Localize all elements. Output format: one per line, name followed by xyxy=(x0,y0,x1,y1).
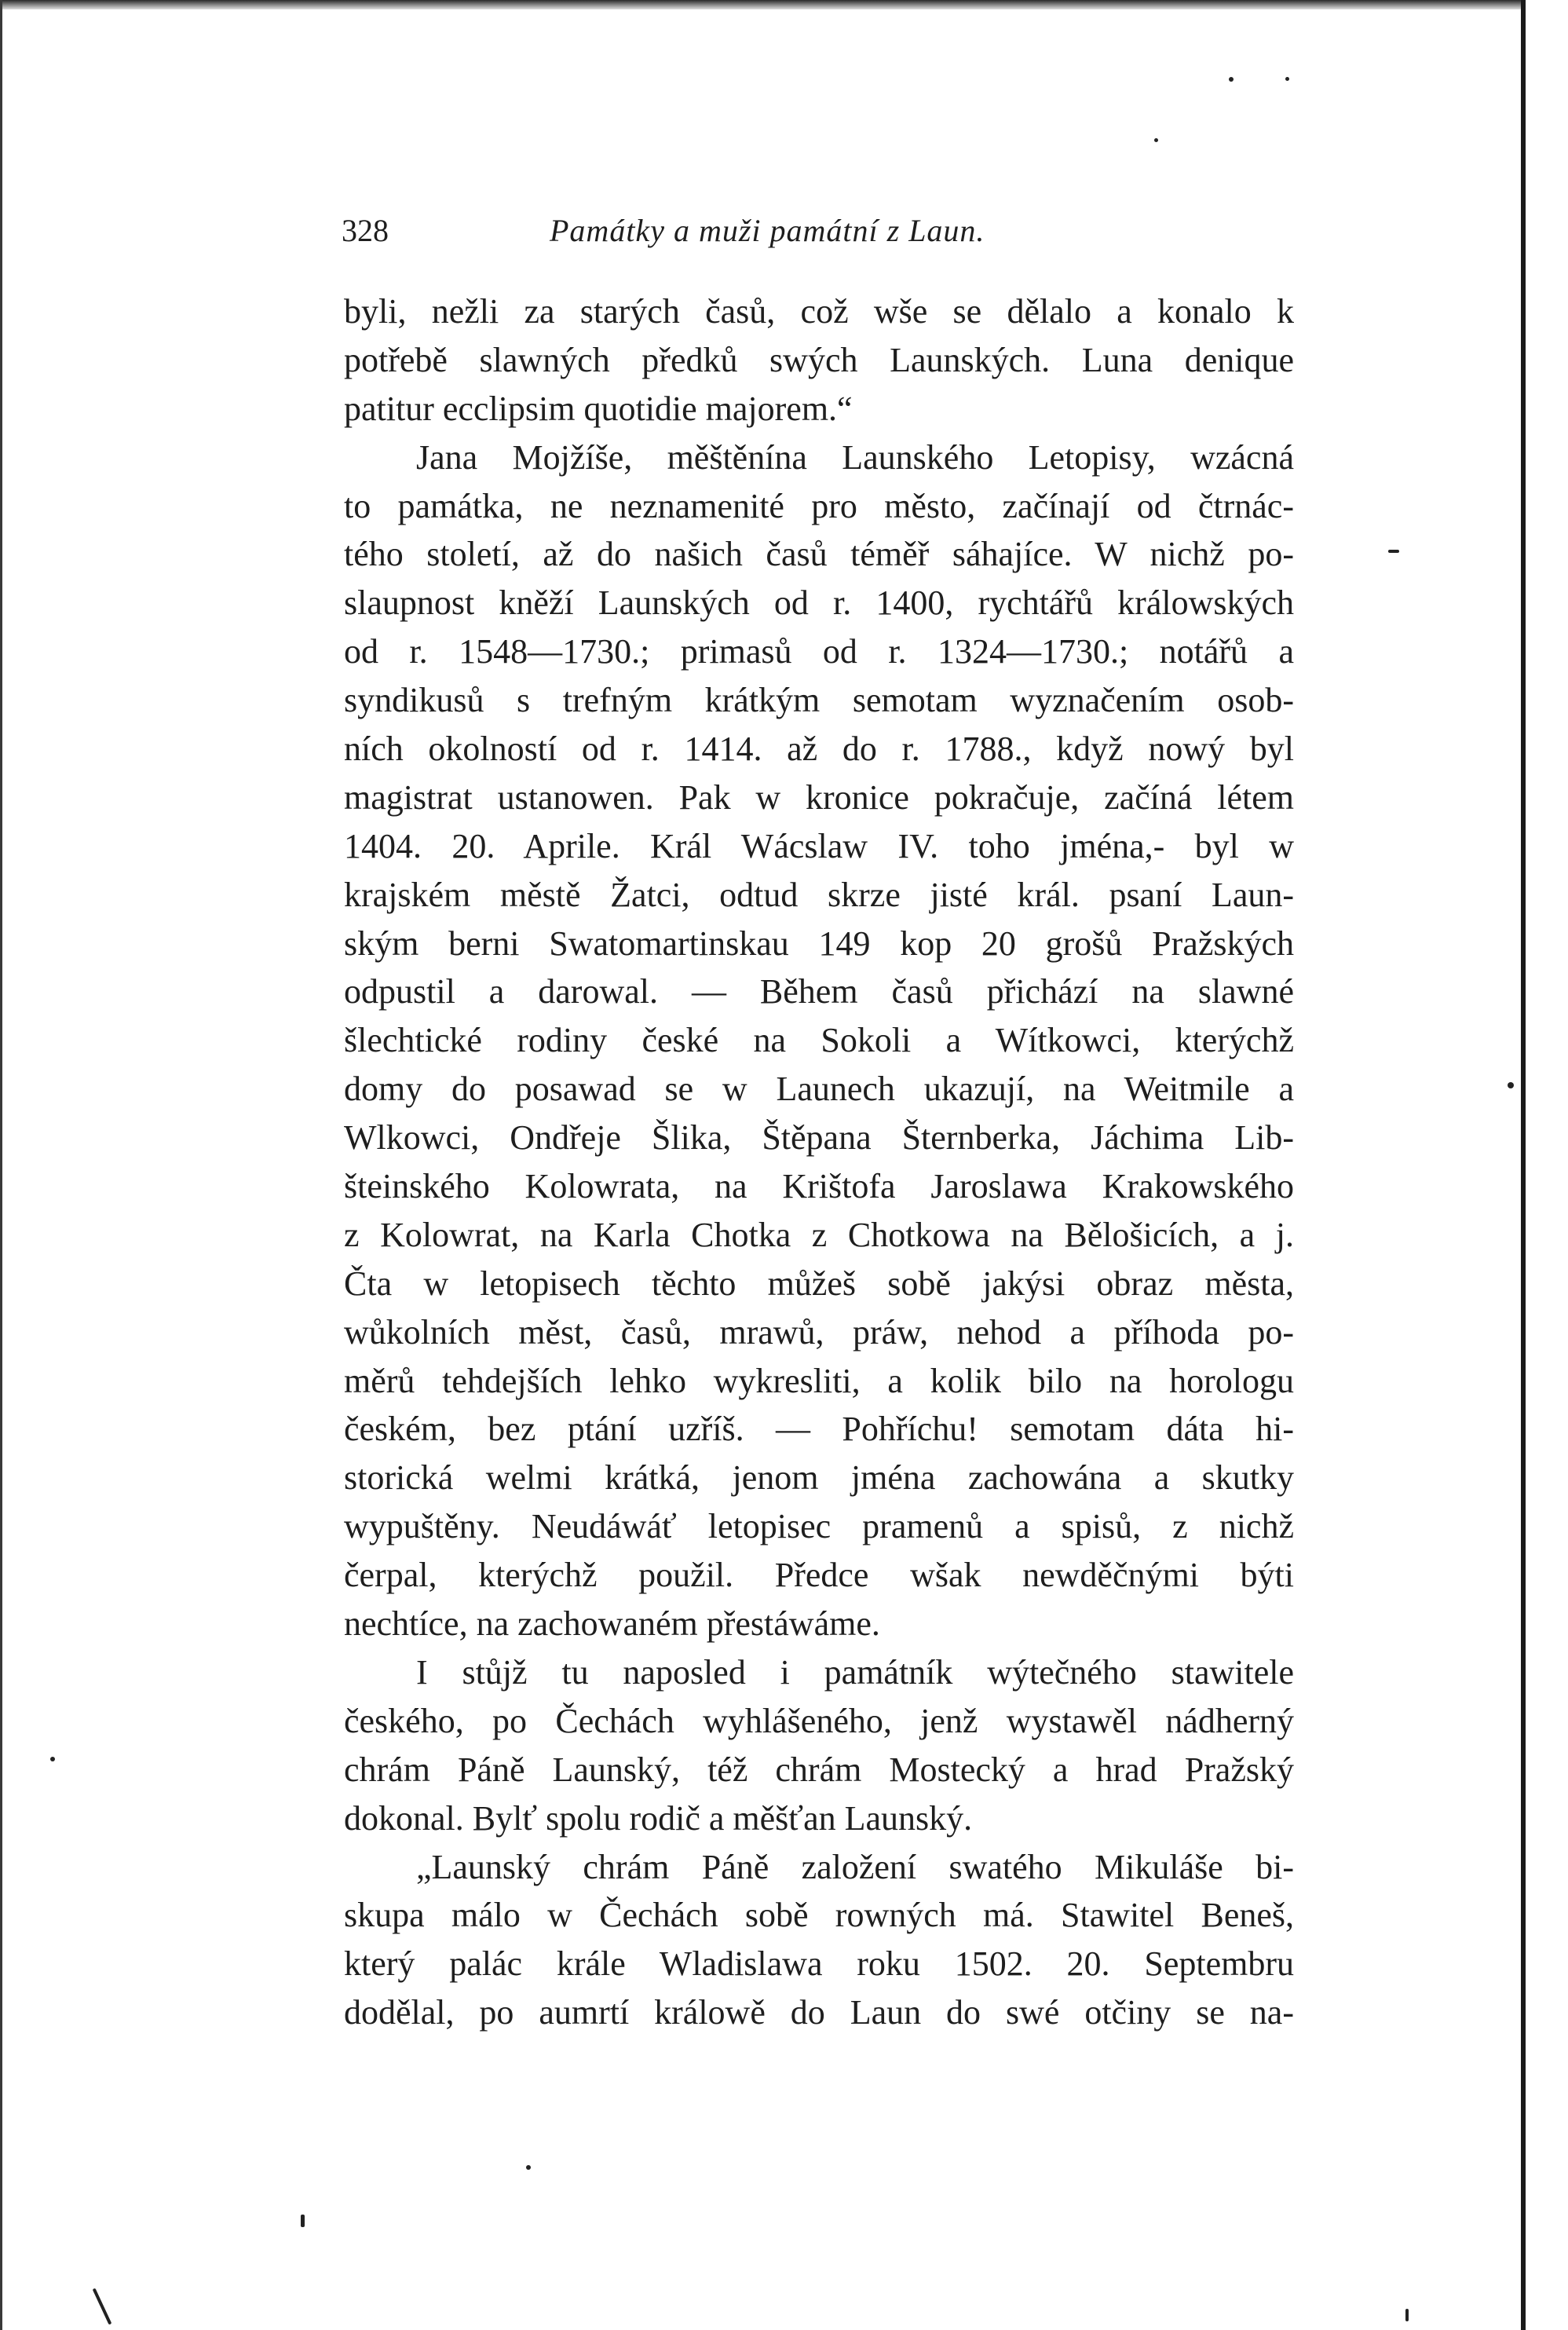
text-line: tého století, až do našich časů téměř sáhajíce. W nichž po- xyxy=(344,535,1294,574)
text-line: čerpal, kterýchž použil. Předce wšak newděčnými býti xyxy=(344,1556,1294,1595)
text-line: krajském městě Žatci, odtud skrze jisté král. psaní Laun- xyxy=(344,875,1294,914)
text-line: z Kolowrat, na Karla Chotka z Chotkowa na Bělošicích, a j. xyxy=(344,1215,1294,1254)
text-line: chrám Páně Launský, též chrám Mostecký a hrad Pražský xyxy=(344,1750,1294,1789)
text-line: slaupnost kněží Launských od r. 1400, rychtářů králowských xyxy=(344,583,1294,623)
text-line: wůkolních měst, časů, mrawů, práw, nehod a příhoda po- xyxy=(344,1312,1294,1352)
text-line: byli, nežli za starých časů, což wše se dělalo a konalo k xyxy=(344,292,1294,331)
running-title: Památky a muži památní z Laun. xyxy=(550,213,985,248)
text-line: odpustil a darowal. — Během časů přichází na slawné xyxy=(344,972,1294,1011)
text-line: českém, bez ptání uzříš. — Pohříchu! semotam dáta hi- xyxy=(344,1410,1294,1449)
text-line: patitur ecclipsim quotidie majorem.“ xyxy=(344,389,853,428)
text-line: domy do posawad se w Launech ukazují, na Weitmile a xyxy=(344,1070,1294,1109)
text-line: wypuštěny. Neudáwáť letopisec pramenů a spisů, z nichž xyxy=(344,1507,1294,1546)
text-line: šlechtické rodiny české na Sokoli a Wítkowci, kterýchž xyxy=(344,1021,1294,1060)
scan-speck xyxy=(1388,550,1399,553)
text-line: šteinského Kolowrata, na Krištofa Jaroslawa Krakowského xyxy=(344,1167,1294,1206)
scan-speck xyxy=(50,1757,55,1761)
text-line: od r. 1548—1730.; primasů od r. 1324—1730.; notářů a xyxy=(344,632,1294,671)
scan-speck xyxy=(1154,138,1158,142)
text-line: skupa málo w Čechách sobě rowných má. Stawitel Beneš, xyxy=(344,1896,1294,1935)
scan-speck xyxy=(301,2215,305,2227)
text-line: Wlkowci, Ondřeje Šlika, Štěpana Šternberka, Jáchima Lib- xyxy=(344,1118,1294,1158)
text-line: dodělal, po aumrtí králowě do Laun do swé otčiny se na- xyxy=(344,1993,1294,2032)
text-line: „Launský chrám Páně založení swatého Mikuláše bi- xyxy=(416,1847,1294,1886)
text-line: magistrat ustanowen. Pak w kronice pokračuje, začíná létem xyxy=(344,777,1294,817)
scan-right-margin xyxy=(1526,0,1568,2330)
scan-speck xyxy=(526,2165,531,2170)
text-line: potřebě slawných předků swých Launských. Luna denique xyxy=(344,340,1294,379)
text-line: Čta w letopisech těchto můžeš sobě jakýsi obraz města, xyxy=(344,1264,1294,1303)
page-header xyxy=(342,212,1307,259)
body-text xyxy=(344,287,1294,2037)
text-line: to památka, ne neznamenité pro město, začínají od čtrnác- xyxy=(344,486,1294,525)
text-line: který palác krále Wladislawa roku 1502. 20. Septembru xyxy=(344,1944,1294,1984)
text-line: storická welmi krátká, jenom jména zachowána a skutky xyxy=(344,1458,1294,1498)
text-line: ským berni Swatomartinskau 149 kop 20 grošů Pražských xyxy=(344,924,1294,963)
text-line: nechtíce, na zachowaném přestáwáme. xyxy=(344,1604,880,1644)
scan-speck xyxy=(1405,2309,1409,2321)
text-line: 1404. 20. Aprile. Král Wácslaw IV. toho jména,- byl w xyxy=(344,826,1294,865)
scan-speck xyxy=(1285,77,1289,81)
text-line: Jana Mojžíše, měštěnína Launského Letopisy, wzácná xyxy=(416,437,1294,477)
text-line: dokonal. Bylť spolu rodič a měšťan Launský. xyxy=(344,1798,973,1838)
scan-speck xyxy=(1229,77,1234,82)
scan-left-edge xyxy=(0,0,2,2330)
text-line: měrů tehdejších lehko wykresliti, a kolik bilo na horologu xyxy=(344,1361,1294,1400)
text-line: I stůjž tu naposled i památník wýtečného stawitele xyxy=(416,1652,1294,1692)
page-number: 328 xyxy=(342,213,389,248)
scan-speck xyxy=(1508,1082,1514,1088)
scan-top-edge xyxy=(0,0,1568,9)
scan-speck xyxy=(93,2288,112,2325)
text-line: syndikusů s trefným krátkým semotam wyznačením osob- xyxy=(344,681,1294,720)
text-line: českého, po Čechách wyhlášeného, jenž wystawěl nádherný xyxy=(344,1701,1294,1740)
text-line: ních okolností od r. 1414. až do r. 1788., když nowý byl xyxy=(344,730,1294,769)
